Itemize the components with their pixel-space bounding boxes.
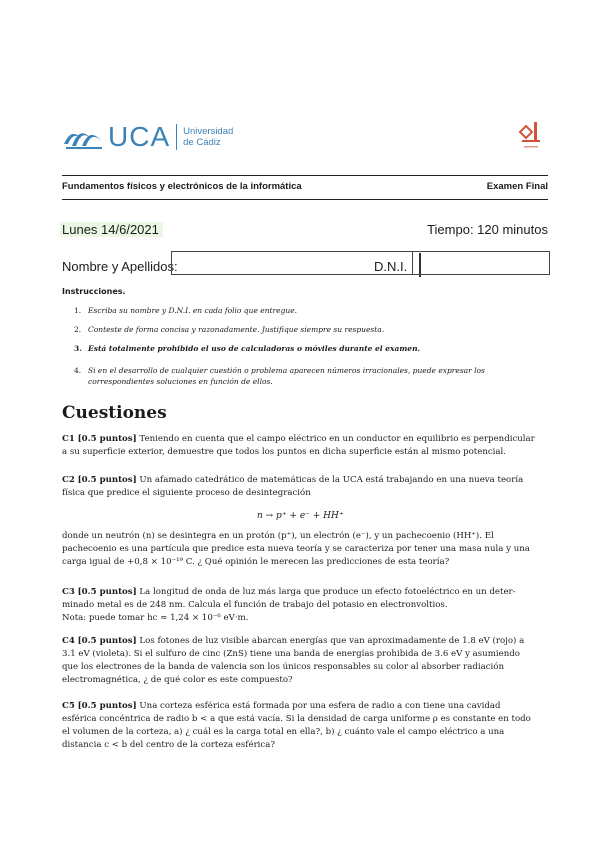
- instruction-item: [74, 325, 384, 334]
- question-points: [0.5 puntos]: [77, 701, 137, 711]
- question-c2-continued: [62, 530, 548, 569]
- instruction-item: [74, 366, 485, 375]
- instruction-text: Conteste de forma concisa y razonadamente. Justifique siempre su respuesta.: [88, 325, 385, 334]
- question-text: minado metal es de 248 nm. Calcula el función de trabajo del potasio en electronvoltios.: [62, 600, 448, 610]
- dni-label: D.N.I.: [374, 259, 408, 274]
- header-rule-bottom: [62, 199, 548, 200]
- question-text: Un afamado catedrático de matemáticas de la UCA está trabajando en una nueva teoría: [136, 475, 524, 485]
- exam-duration: Tiempo: 120 minutos: [427, 222, 548, 237]
- course-title: Fundamentos físicos y electrónicos de la informática: [62, 181, 302, 192]
- name-label: Nombre y Apellidos:: [62, 259, 178, 274]
- exam-date: Lunes 14/6/2021: [60, 222, 163, 237]
- instruction-text: Está totalmente prohibido el uso de calculadoras o móviles durante el examen.: [88, 344, 421, 353]
- question-text: donde un neutrón (n) se desintegra en un protón (p⁺), un electrón (e⁻), y un pachecoenio (HH⁺). El: [62, 531, 494, 541]
- question-line: [62, 474, 548, 487]
- question-c2: [62, 474, 548, 500]
- uca-logo: [62, 120, 233, 154]
- question-points: [0.5 puntos]: [77, 636, 137, 646]
- question-points: [0.5 puntos]: [77, 475, 137, 485]
- question-line: [62, 635, 548, 648]
- question-text: esférica concéntrica de radio b < a que está vacía. Si la densidad de carga uniforme ρ es constante en todo: [62, 714, 531, 724]
- instruction-text-continued: correspondientes soluciones en función de ellos.: [88, 377, 273, 386]
- instruction-text: Si en el desarrollo de cualquier cuestión o problema aparecen números irracionales, puede expresar los: [88, 366, 485, 375]
- question-text: pachecoenio es una partícula que predice esta nueva teoría y se caracteriza por tener una masa nula y una: [62, 544, 530, 554]
- question-text: Una corteza esférica está formada por una esfera de radio a con tiene una cavidad: [136, 701, 501, 711]
- question-text: Nota: puede tomar hc ≈ 1,24 × 10⁻⁶ eV·m.: [62, 613, 249, 623]
- question-text: carga igual de +0,8 × 10⁻¹⁹ C. ¿ Qué opinión le merecen las predicciones de esta teoría?: [62, 557, 450, 567]
- question-tag: C4: [62, 636, 75, 646]
- instruction-number: 3.: [74, 344, 82, 353]
- instruction-item: [74, 306, 297, 315]
- date-time-row: [62, 222, 548, 237]
- question-tag: C3: [62, 587, 75, 597]
- section-title: Cuestiones: [62, 403, 167, 423]
- exam-type: Examen Final: [486, 181, 548, 192]
- question-c1: [62, 433, 548, 459]
- header-rule-top: [62, 175, 548, 176]
- uca-logo-text: UCA: [108, 121, 171, 152]
- question-line: [62, 586, 548, 599]
- dni-field[interactable]: [412, 251, 550, 275]
- university-name: [183, 126, 233, 148]
- instruction-text: Escriba su nombre y D.N.I. en cada folio que entregue.: [88, 306, 298, 315]
- question-text: a su superficie exterior, demuestre que todos los puntos en dicha superficie están al mismo potencial.: [62, 447, 507, 457]
- question-text: Los fotones de luz visible abarcan energías que van aproximadamente de 1.8 eV (rojo) a: [136, 636, 525, 646]
- question-tag: C2: [62, 475, 75, 485]
- course-header: [62, 181, 548, 192]
- question-tag: C1: [62, 434, 75, 444]
- decay-formula: n → p⁺ + e⁻ + HH⁺: [257, 511, 344, 521]
- instructions-title: Instrucciones.: [62, 287, 126, 296]
- question-points: [0.5 puntos]: [77, 587, 137, 597]
- instruction-item: [74, 344, 420, 353]
- question-c3: [62, 586, 548, 625]
- university-line-1: Universidad: [183, 126, 234, 137]
- question-text: electromagnética, ¿ de qué color es este compuesto?: [62, 675, 293, 685]
- question-text: distancia c < b del centro de la corteza esférica?: [62, 740, 275, 750]
- instruction-number: 2.: [74, 325, 82, 334]
- instruction-number: 4.: [74, 366, 82, 375]
- question-text: La longitud de onda de luz más larga que produce un efecto fotoeléctrico en un deter-: [136, 587, 516, 597]
- question-text: Teniendo en cuenta que el campo eléctrico en un conductor en equilibrio es perpendicular: [136, 434, 535, 444]
- question-c4: [62, 635, 548, 687]
- university-line-2: de Cádiz: [183, 137, 221, 148]
- question-points: [0.5 puntos]: [77, 434, 137, 444]
- instruction-number: 1.: [74, 306, 82, 315]
- question-line: [62, 700, 548, 713]
- question-line: [62, 433, 548, 446]
- question-tag: C5: [62, 701, 75, 711]
- logo-divider: [176, 124, 177, 150]
- question-text: que los electrones de la banda de valencia son los únicos responsables su color al absorber radiación: [62, 662, 505, 672]
- question-c5: [62, 700, 548, 752]
- question-text: física que predice el siguiente proceso de desintegración: [62, 488, 311, 498]
- faculty-logo-icon: [516, 118, 546, 158]
- student-id-row: [62, 251, 548, 277]
- uca-emblem-icon: [62, 122, 104, 152]
- question-text: 3.1 eV (violeta). Si el sulfuro de cinc (ZnS) tiene una banda de energías prohibida de 3.6 eV y asumiendo: [62, 649, 520, 659]
- question-text: el volumen de la corteza, a) ¿ cuál es la carga total en ella?, b) ¿ cuánto vale el campo eléctrico a una: [62, 727, 505, 737]
